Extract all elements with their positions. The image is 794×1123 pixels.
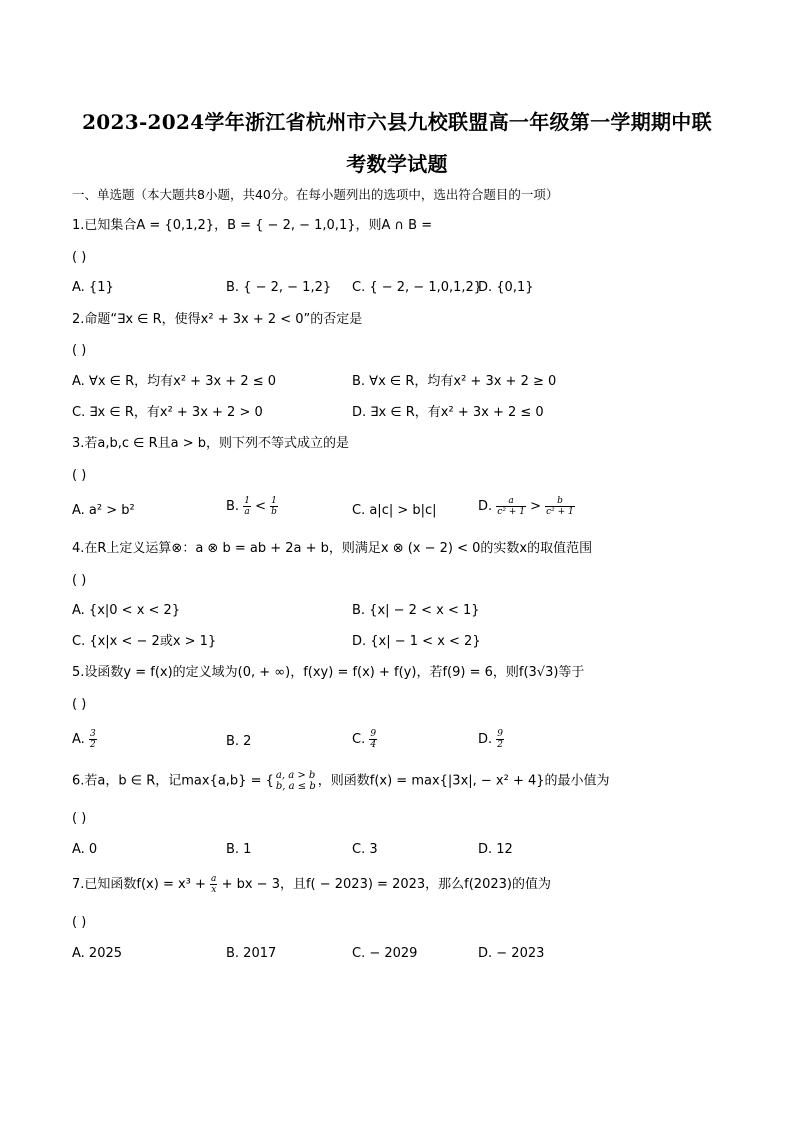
q2-option-c: C. ∃x ∈ R，有x² + 3x + 2 > 0: [72, 405, 263, 420]
stem-text: 7.已知函数f(x) = x³ +: [72, 877, 206, 892]
q2-option-d: D. ∃x ∈ R，有x² + 3x + 2 ≤ 0: [352, 405, 544, 420]
option-letter: D.: [478, 499, 493, 514]
q5-option-b: B. 2: [226, 734, 252, 749]
q5-option-a: [72, 729, 97, 750]
q4-option-b: B. {x| − 2 < x < 1}: [352, 603, 480, 618]
answer-paren: ( ): [72, 697, 87, 712]
q3-option-c: C. a|c| > b|c|: [352, 503, 437, 518]
q7-option-a: A. 2025: [72, 946, 123, 961]
option-letter: B.: [226, 499, 240, 514]
question-6-stem: [72, 770, 610, 792]
question-5-stem: 5.设函数y = f(x)的定义域为(0, + ∞)，f(xy) = f(x) + f(y)，若f(9) = 6，则f(3√3)等于: [72, 665, 585, 680]
fraction: $\frac{9}{4}$: [370, 729, 377, 750]
operator: <: [255, 499, 266, 514]
answer-paren: ( ): [72, 811, 87, 826]
answer-paren: ( ): [72, 343, 87, 358]
q7-option-d: D. − 2023: [478, 946, 545, 961]
fraction: $\frac{a}{x}$: [211, 874, 217, 895]
fraction: $\frac{1}{a}$: [244, 496, 250, 517]
stem-text: 6.若a，b ∈ R，记max{a,b} = {: [72, 773, 274, 789]
fraction: $\frac{9}{2}$: [497, 729, 504, 750]
answer-paren: ( ): [72, 573, 87, 588]
q1-option-a: A. {1}: [72, 280, 114, 295]
q3-option-d: [478, 496, 575, 517]
answer-paren: ( ): [72, 250, 87, 265]
q6-option-b: B. 1: [226, 842, 252, 857]
question-4-stem: 4.在R上定义运算⊗：a ⊗ b = ab + 2a + b，则满足x ⊗ (x − 2) < 0的实数x的取值范围: [72, 541, 593, 556]
answer-paren: ( ): [72, 468, 87, 483]
q4-option-d: D. {x| − 1 < x < 2}: [352, 634, 481, 649]
piecewise-cases: a, a > b b, a ≤ b: [275, 770, 316, 792]
fraction: $\frac{3}{2}$: [89, 729, 96, 750]
question-1-stem: 1.已知集合A = {0,1,2}，B = { − 2, − 1,0,1}，则A ∩ B =: [72, 218, 433, 233]
question-3-stem: 3.若a,b,c ∈ R且a > b，则下列不等式成立的是: [72, 436, 350, 451]
q5-option-c: [352, 729, 377, 750]
stem-text: + bx − 3，且f( − 2023) = 2023，那么f(2023)的值为: [221, 877, 551, 892]
q1-option-b: B. { − 2, − 1,2}: [226, 280, 332, 295]
option-letter: C.: [352, 732, 366, 747]
q4-option-a: A. {x|0 < x < 2}: [72, 603, 181, 618]
q3-option-b: [226, 496, 278, 517]
question-7-stem: [72, 874, 551, 895]
question-2-stem: 2.命题“∃x ∈ R，使得x² + 3x + 2 < 0”的否定是: [72, 312, 363, 327]
stem-text: ，则函数f(x) = max{|3x|, − x² + 4}的最小值为: [317, 773, 610, 789]
q6-option-a: A. 0: [72, 842, 98, 857]
fraction: $\frac{b}{\text{c² + 1}}$: [546, 496, 574, 517]
q6-option-d: D. 12: [478, 842, 513, 857]
exam-title-line1: 2023-2024学年浙江省杭州市六县九校联盟高一年级第一学期期中联: [82, 110, 712, 134]
q1-option-d: D. {0,1}: [478, 280, 534, 295]
q2-option-a: A. ∀x ∈ R，均有x² + 3x + 2 ≤ 0: [72, 374, 277, 389]
option-letter: D.: [478, 732, 493, 747]
answer-paren: ( ): [72, 915, 87, 930]
q6-option-c: C. 3: [352, 842, 378, 857]
q3-option-a: A. a² > b²: [72, 503, 135, 518]
option-letter: A.: [72, 732, 85, 747]
q1-option-c: C. { − 2, − 1,0,1,2}: [352, 280, 483, 295]
q7-option-c: C. − 2029: [352, 946, 418, 961]
exam-title-line2: 考数学试题: [346, 152, 448, 176]
q7-option-b: B. 2017: [226, 946, 277, 961]
fraction: $\frac{a}{\text{c² + 1}}$: [497, 496, 525, 517]
q5-option-d: [478, 729, 504, 750]
q4-option-c: C. {x|x < − 2或x > 1}: [72, 634, 217, 649]
fraction: $\frac{1}{b}$: [271, 496, 277, 517]
operator: >: [530, 499, 541, 514]
section-heading: 一、单选题（本大题共8小题，共40分。在每小题列出的选项中，选出符合题目的一项）: [72, 187, 559, 202]
q2-option-b: B. ∀x ∈ R，均有x² + 3x + 2 ≥ 0: [352, 374, 557, 389]
